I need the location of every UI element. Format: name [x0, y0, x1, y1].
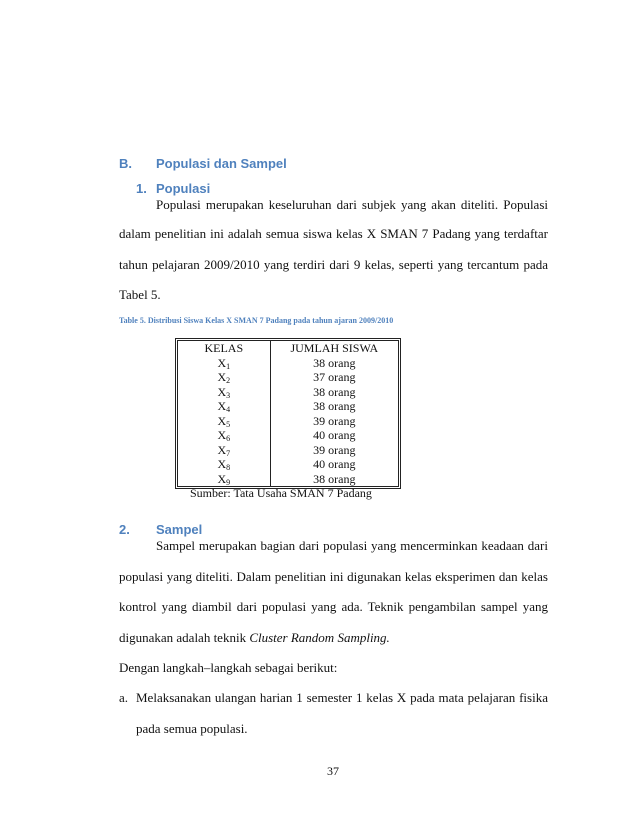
jumlah-cell: 40 orang: [313, 428, 356, 442]
distribution-table: [175, 338, 401, 489]
step-a-line-2: pada semua populasi.: [136, 721, 248, 736]
kelas-cell: [178, 399, 271, 414]
sub1-title: Populasi: [156, 181, 211, 196]
jumlah-cell: 38 orang: [313, 471, 356, 486]
table-row: [178, 356, 398, 371]
table-row: [178, 472, 398, 487]
kelas-subscript: 3: [226, 390, 231, 400]
kelas-subscript: 8: [226, 463, 231, 472]
kelas-subscript: 7: [226, 448, 231, 458]
table-source: Sumber: Tata Usaha SMAN 7 Padang: [190, 486, 372, 500]
jumlah-cell: 40 orang: [313, 457, 356, 471]
kelas-label: X: [217, 442, 227, 457]
jumlah-cell: 38 orang: [313, 355, 356, 370]
kelas-subscript: 2: [226, 376, 231, 385]
kelas-label: X: [217, 457, 227, 471]
kelas-cell: [178, 428, 271, 443]
kelas-cell: [178, 370, 271, 385]
populasi-line-2: dalam penelitian ini adalah semua siswa kelas X SMAN 7 Padang yang terdaftar: [119, 226, 548, 241]
table-row: [178, 457, 398, 472]
kelas-cell: [178, 385, 271, 400]
section-b-number: B.: [119, 156, 132, 171]
kelas-cell: [178, 356, 271, 371]
table-row: [178, 370, 398, 385]
kelas-subscript: 4: [226, 405, 231, 414]
langkah-intro: Dengan langkah–langkah sebagai berikut:: [119, 660, 338, 675]
kelas-label: X: [217, 413, 227, 428]
jumlah-cell: 37 orang: [313, 370, 356, 384]
section-b-title: Populasi dan Sampel: [156, 156, 287, 171]
kelas-subscript: 9: [226, 477, 231, 487]
kelas-label: X: [217, 471, 227, 486]
populasi-line-1: Populasi merupakan keseluruhan dari subjek yang akan diteliti. Populasi: [156, 197, 548, 212]
sampel-line-2: populasi yang diteliti. Dalam penelitian ini digunakan kelas eksperimen dan kelas: [119, 569, 548, 584]
kelas-cell: [178, 414, 271, 429]
table-body: [178, 356, 398, 487]
technique-name: Cluster Random Sampling.: [249, 630, 390, 645]
kelas-cell: [178, 443, 271, 458]
populasi-line-4: Tabel 5.: [119, 287, 161, 302]
kelas-cell: [178, 472, 271, 487]
sub2-number: 2.: [119, 522, 130, 537]
kelas-label: X: [217, 399, 227, 413]
populasi-line-3: tahun pelajaran 2009/2010 yang terdiri dari 9 kelas, seperti yang tercantum pada: [119, 257, 548, 272]
table-row: [178, 385, 398, 400]
kelas-label: X: [217, 355, 227, 370]
table-row: [178, 414, 398, 429]
page-number: 37: [327, 764, 339, 778]
table-row: [178, 443, 398, 458]
sub1-number: 1.: [136, 181, 147, 196]
kelas-label: X: [217, 428, 227, 442]
jumlah-cell: 39 orang: [313, 442, 356, 457]
header-kelas: KELAS: [178, 341, 271, 356]
sub2-title: Sampel: [156, 522, 203, 537]
kelas-subscript: 6: [226, 434, 231, 443]
jumlah-cell: 38 orang: [313, 384, 356, 399]
kelas-label: X: [217, 370, 227, 384]
sampel-line-3: kontrol yang diambil dari populasi yang ada. Teknik pengambilan sampel yang: [119, 599, 548, 614]
table-row: [178, 399, 398, 414]
table-caption: Table 5. Distribusi Siswa Kelas X SMAN 7 Padang pada tahun ajaran 2009/2010: [119, 316, 394, 325]
kelas-subscript: 1: [226, 361, 231, 371]
table-row: [178, 428, 398, 443]
kelas-subscript: 5: [226, 419, 231, 429]
sampel-line-4: [119, 630, 390, 646]
sampel-line-4-text: digunakan adalah teknik: [119, 630, 250, 645]
jumlah-cell: 38 orang: [313, 399, 356, 413]
table-header-row: [178, 341, 398, 356]
step-a-line-1: Melaksanakan ulangan harian 1 semester 1 kelas X pada mata pelajaran fisika: [136, 690, 548, 705]
jumlah-cell: 39 orang: [313, 413, 356, 428]
kelas-cell: [178, 457, 271, 472]
sampel-line-1: Sampel merupakan bagian dari populasi yang mencerminkan keadaan dari: [156, 538, 548, 553]
header-jumlah-siswa: JUMLAH SISWA: [290, 341, 379, 355]
kelas-label: X: [217, 384, 227, 399]
step-a-marker: a.: [119, 690, 129, 705]
